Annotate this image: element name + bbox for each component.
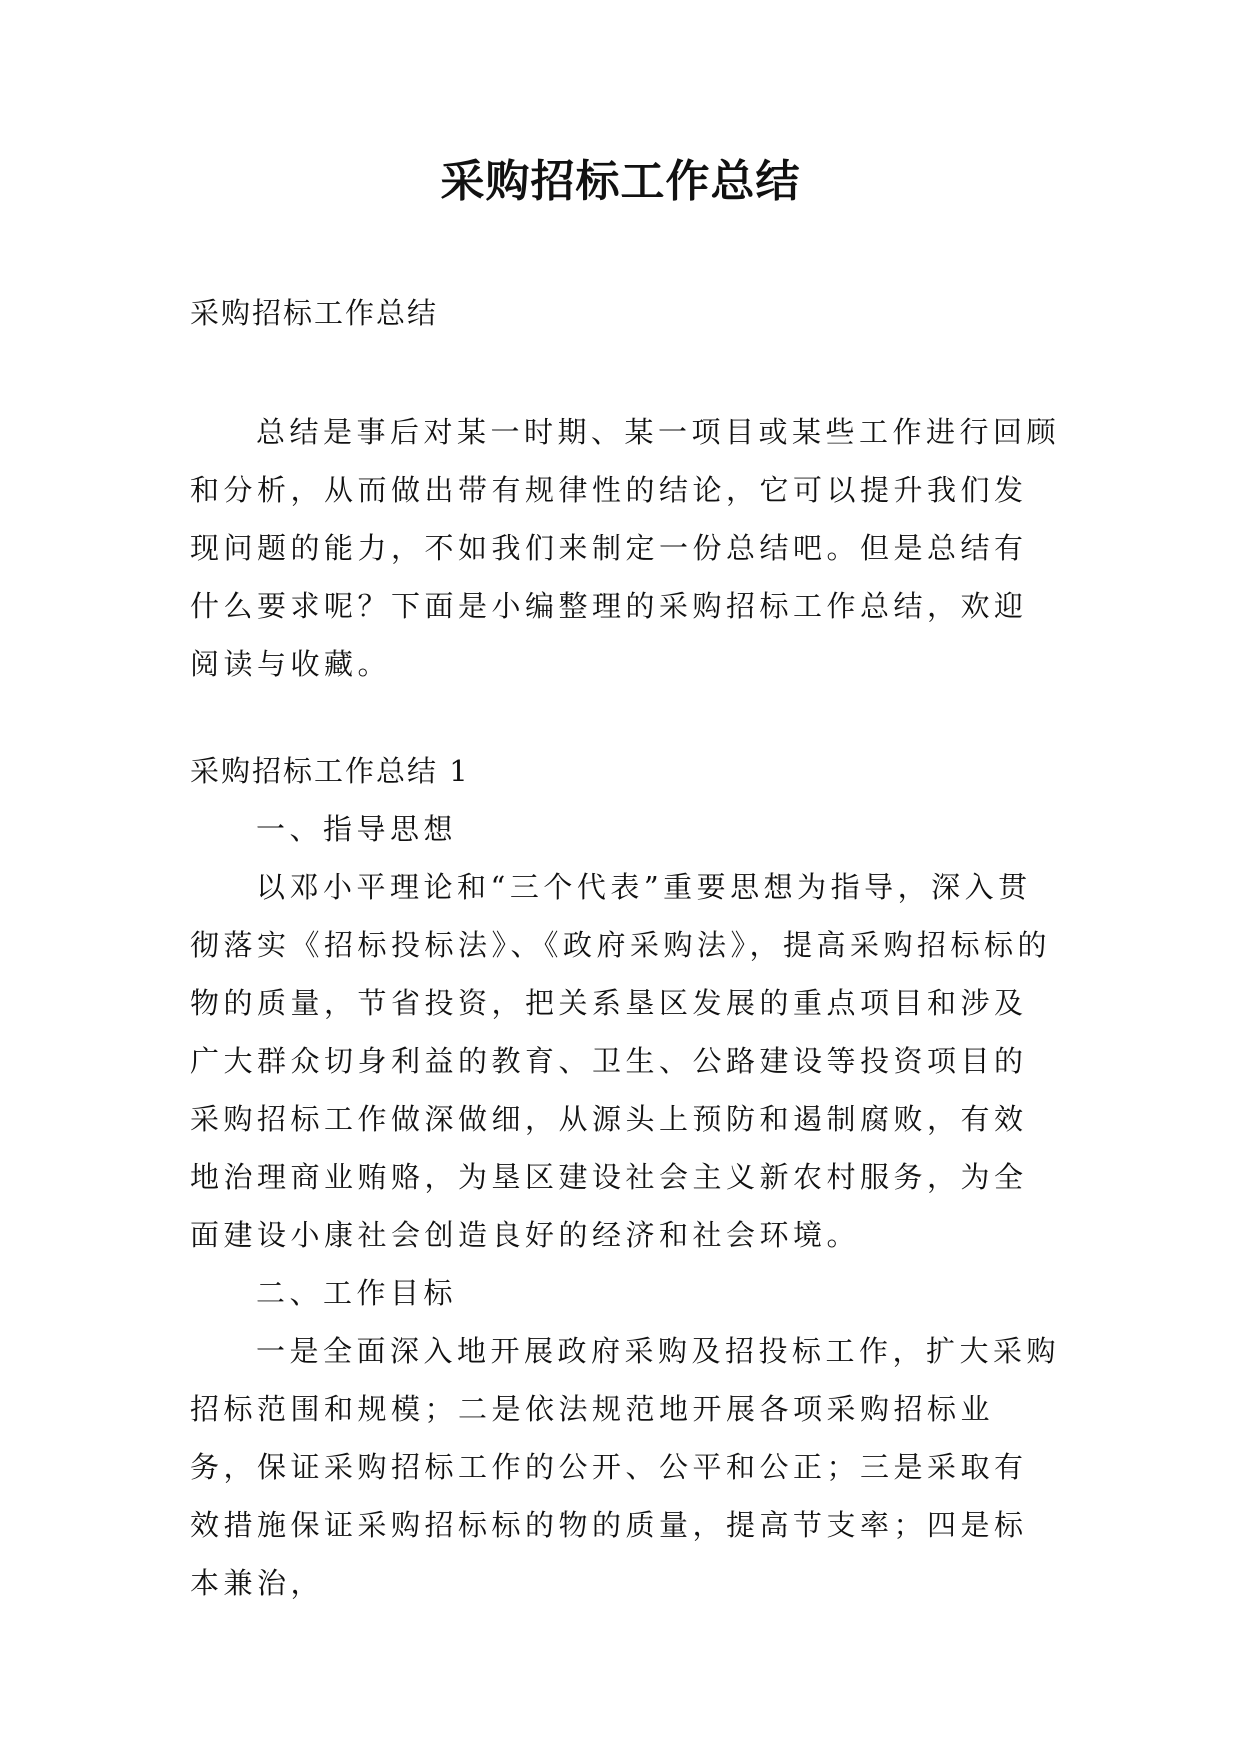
section-1-heading: 采购招标工作总结 1 (190, 754, 470, 788)
section-1 (190, 742, 1060, 1612)
part-2-paragraph: 一是全面深入地开展政府采购及招投标工作，扩大采购招标范围和规模；二是依法规范地开展各项采购招标业务，保证采购招标工作的公开、公平和公正；三是采取有效措施保证采购招标标的物的质量，提高节支率；四是标本兼治， (190, 1334, 1061, 1600)
document-title: 采购招标工作总结 (440, 156, 801, 207)
part-1-heading: 一、指导思想 (256, 812, 458, 846)
part-1-paragraph: 以邓小平理论和“三个代表”重要思想为指导，深入贯彻落实《招标投标法》、《政府采购法》，提高采购招标标的物的质量，节省投资，把关系垦区发展的重点项目和涉及广大群众切身利益的教育、卫生、公路建设等投资项目的采购招标工作做深做细，从源头上预防和遏制腐败，有效地治理商业贿赂，为垦区建设社会主义新农村服务，为全面建设小康社会创造良好的经济和社会环境。 (190, 870, 1052, 1252)
document-subtitle: 采购招标工作总结 (190, 296, 439, 330)
part-2-heading: 二、工作目标 (256, 1276, 458, 1310)
intro-paragraph: 总结是事后对某一时期、某一项目或某些工作进行回顾和分析，从而做出带有规律性的结论，它可以提升我们发现问题的能力，不如我们来制定一份总结吧。但是总结有什么要求呢？下面是小编整理的采购招标工作总结，欢迎阅读与收藏。 (190, 415, 1061, 681)
